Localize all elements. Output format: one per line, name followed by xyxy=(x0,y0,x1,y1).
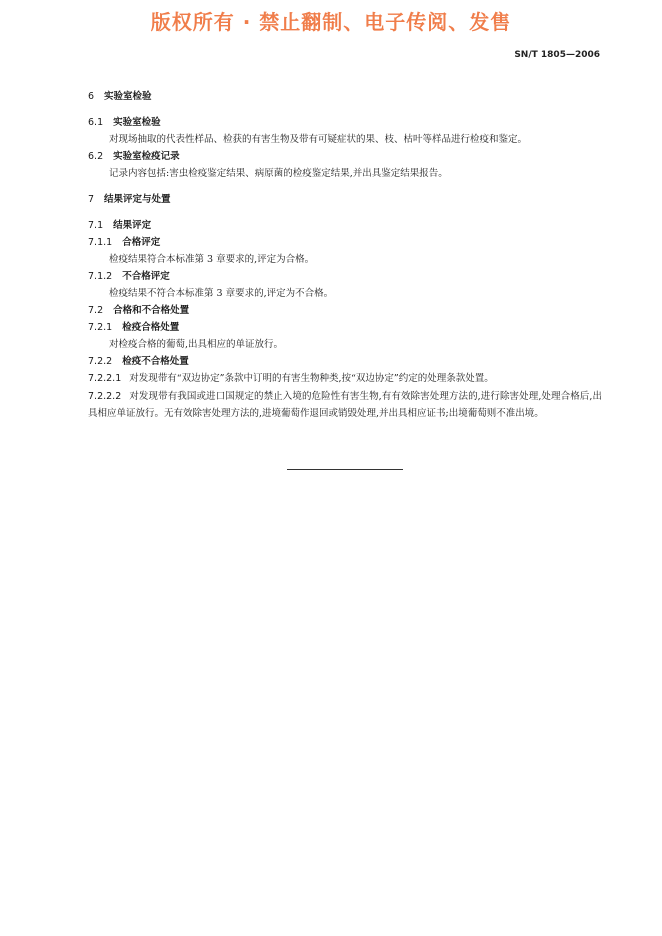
section-6-2-heading xyxy=(88,148,602,165)
section-number: 7.2.1 xyxy=(88,322,113,333)
section-number: 6.2 xyxy=(88,151,104,162)
section-number: 7.2.2 xyxy=(88,356,113,367)
clause-text: 对发现带有“双边协定”条款中订明的有害生物种类,按“双边协定”约定的处理条款处置。 xyxy=(129,373,494,384)
section-7-1-2-heading xyxy=(88,268,602,285)
section-title: 合格和不合格处置 xyxy=(113,305,190,316)
section-title: 结果评定与处置 xyxy=(104,194,171,205)
section-7-1-1-body: 检疫结果符合本标准第 3 章要求的,评定为合格。 xyxy=(109,254,315,265)
section-number: 7.1.1 xyxy=(88,237,113,248)
section-6-1-body: 对现场抽取的代表性样品、检获的有害生物及带有可疑症状的果、枝、枯叶等样品进行检疫和鉴定。 xyxy=(109,134,528,145)
section-title: 实验室检疫记录 xyxy=(113,151,180,162)
section-number: 7.1 xyxy=(88,220,104,231)
section-number: 7.2 xyxy=(88,305,104,316)
section-7-1-2-body: 检疫结果不符合本标准第 3 章要求的,评定为不合格。 xyxy=(109,288,334,299)
section-number: 7.1.2 xyxy=(88,271,113,282)
section-title: 合格评定 xyxy=(122,237,161,248)
clause-number: 7.2.2.1 xyxy=(88,373,122,384)
section-6-2-body: 记录内容包括:害虫检疫鉴定结果、病原菌的检疫鉴定结果,并出具鉴定结果报告。 xyxy=(109,168,448,179)
section-title: 结果评定 xyxy=(113,220,152,231)
section-title: 实验室检验 xyxy=(104,91,152,102)
section-title: 实验室检验 xyxy=(113,117,161,128)
clause-text: 对发现带有我国或进口国规定的禁止入境的危险性有害生物,有有效除害处理方法的,进行除害处理,处理合格后,出具相应单证放行。无有效除害处理方法的,进境葡萄作退回或销毁处理,并出具相应证书;出境葡萄则不准出境。 xyxy=(88,390,602,419)
section-number: 7 xyxy=(88,194,95,205)
document-code: SN/T 1805—2006 xyxy=(514,50,600,60)
section-title: 不合格评定 xyxy=(122,271,170,282)
document-body xyxy=(88,88,602,423)
section-7-1-1-heading xyxy=(88,234,602,251)
section-7-2-1-body: 对检疫合格的葡萄,出具相应的单证放行。 xyxy=(109,339,284,350)
section-number: 6 xyxy=(88,91,95,102)
section-7-2-2-1-paragraph xyxy=(88,370,602,388)
end-of-text-rule xyxy=(287,469,403,470)
section-title: 检疫合格处置 xyxy=(122,322,180,333)
section-title: 检疫不合格处置 xyxy=(122,356,189,367)
section-6-heading xyxy=(88,88,602,105)
section-6-1-heading xyxy=(88,114,602,131)
copyright-watermark: 版权所有 · 禁止翻制、电子传阅、发售 xyxy=(150,10,512,34)
section-7-2-heading xyxy=(88,302,602,319)
section-7-heading xyxy=(88,191,602,208)
section-7-2-2-heading xyxy=(88,353,602,370)
clause-number: 7.2.2.2 xyxy=(88,390,122,402)
section-number: 6.1 xyxy=(88,117,104,128)
section-7-1-heading xyxy=(88,217,602,234)
section-7-2-2-2-paragraph xyxy=(88,388,602,423)
section-7-2-1-heading xyxy=(88,319,602,336)
